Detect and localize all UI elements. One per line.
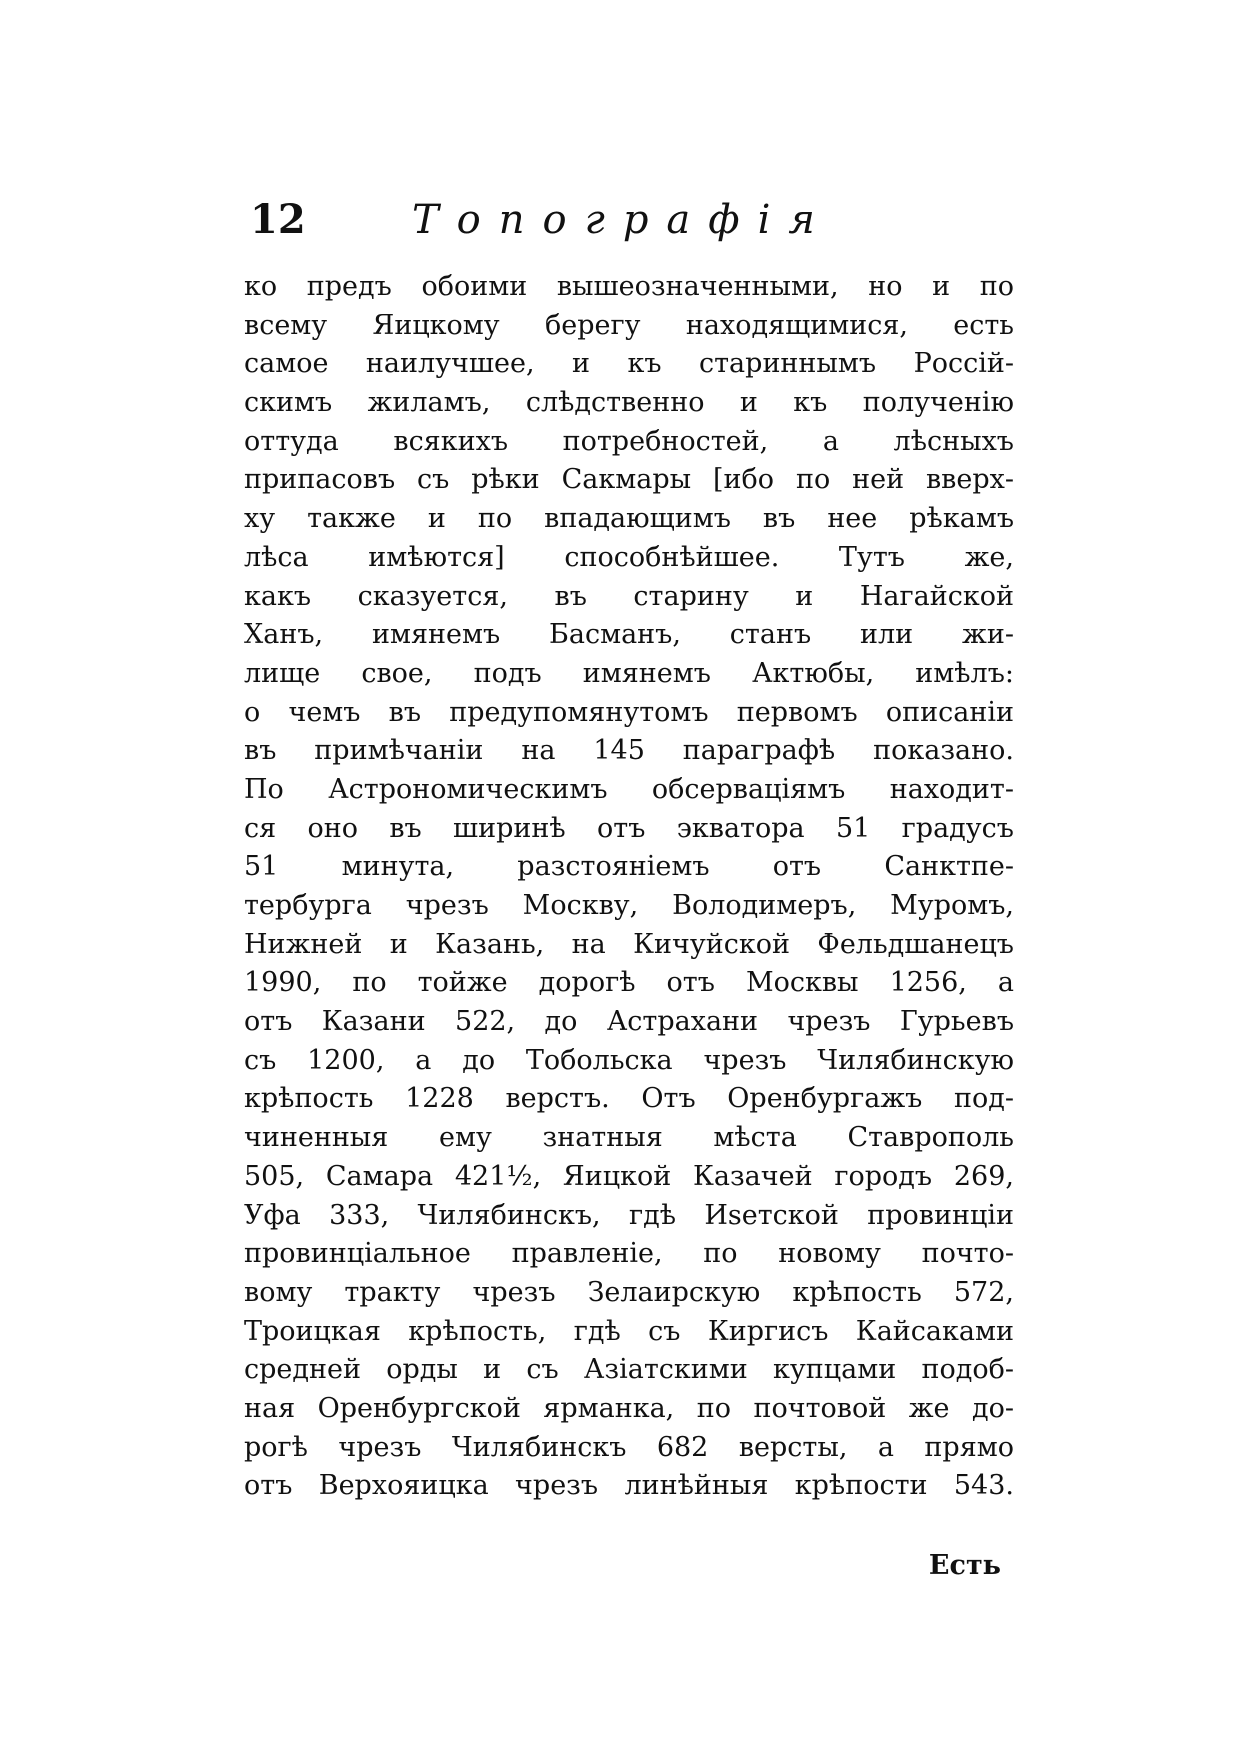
- text-line: съ 1200, а до Тобольска чрезъ Чилябинскую: [244, 1044, 1014, 1076]
- text-line: о чемъ въ предупомянутомъ первомъ описаніи: [244, 696, 1014, 728]
- text-line: рогѣ чрезъ Чилябинскъ 682 версты, а прямо: [244, 1431, 1014, 1463]
- text-line: въ примѣчаніи на 145 параграфѣ показано.: [244, 735, 1014, 767]
- text-line: чиненныя ему знатныя мѣста Ставрополь: [244, 1122, 1014, 1154]
- text-line: самое наилучшее, и къ стариннымъ Россій-: [244, 348, 1014, 380]
- text-line: Троицкая крѣпость, гдѣ съ Киргисъ Кайсаками: [244, 1315, 1014, 1347]
- text-line: ная Оренбургской ярманка, по почтовой же до-: [244, 1392, 1014, 1424]
- text-line: Уфа 333, Чилябинскъ, гдѣ Иsетской провинціи: [244, 1199, 1014, 1231]
- text-line: средней орды и съ Азіатскими купцами подоб-: [244, 1354, 1014, 1386]
- body-text: [244, 268, 1014, 1506]
- page-header: [240, 190, 1010, 254]
- text-line: какъ сказуется, въ старину и Нагайской: [244, 580, 1014, 612]
- text-line: ху также и по впадающимъ въ нее рѣкамъ: [244, 503, 1014, 535]
- text-line: Нижней и Казань, на Кичуйской Фельдшанецъ: [244, 928, 1014, 960]
- text-line: припасовъ съ рѣки Сакмары [ибо по ней вверх-: [244, 464, 1014, 496]
- catchword: Есть: [928, 1550, 1001, 1581]
- page-number: 12: [250, 196, 306, 243]
- text-line: ся оно въ ширинѣ отъ экватора 51 градусъ: [244, 812, 1014, 844]
- text-line: 1990, по тойже дорогѣ отъ Москвы 1256, а: [244, 967, 1014, 999]
- text-line: оттуда всякихъ потребностей, а лѣсныхъ: [244, 425, 1014, 457]
- text-line: 51 минута, разстояніемъ отъ Санктпе-: [244, 851, 1014, 883]
- text-line: По Астрономическимъ обсерваціямъ находит-: [244, 773, 1014, 805]
- text-line: провинціальное правленіе, по новому почто-: [244, 1238, 1014, 1270]
- text-line: Ханъ, имянемъ Басманъ, станъ или жи-: [244, 619, 1014, 651]
- text-line: скимъ жиламъ, слѣдственно и къ полученію: [244, 387, 1014, 419]
- running-title: Топографія: [412, 197, 833, 243]
- text-line: лище свое, подъ имянемъ Актюбы, имѣлъ:: [244, 657, 1014, 689]
- text-line: отъ Верхояицка чрезъ линѣйныя крѣпости 543.: [244, 1470, 1014, 1502]
- text-line: лѣса имѣются] способнѣйшее. Тутъ же,: [244, 541, 1014, 573]
- text-line: тербурга чрезъ Москву, Володимеръ, Муромъ,: [244, 890, 1014, 921]
- text-line: крѣпость 1228 верстъ. Отъ Оренбургажъ под-: [244, 1083, 1014, 1115]
- text-line: отъ Казани 522, до Астрахани чрезъ Гурьевъ: [244, 1006, 1014, 1038]
- text-line: всему Яицкому берегу находящимися, есть: [244, 309, 1014, 341]
- text-line: вому тракту чрезъ Зелаирскую крѣпость 572,: [244, 1276, 1014, 1308]
- text-line: 505, Самара 421½, Яицкой Казачей городъ 269,: [244, 1160, 1014, 1192]
- text-line: ко предъ обоими вышеозначенными, но и по: [244, 271, 1014, 302]
